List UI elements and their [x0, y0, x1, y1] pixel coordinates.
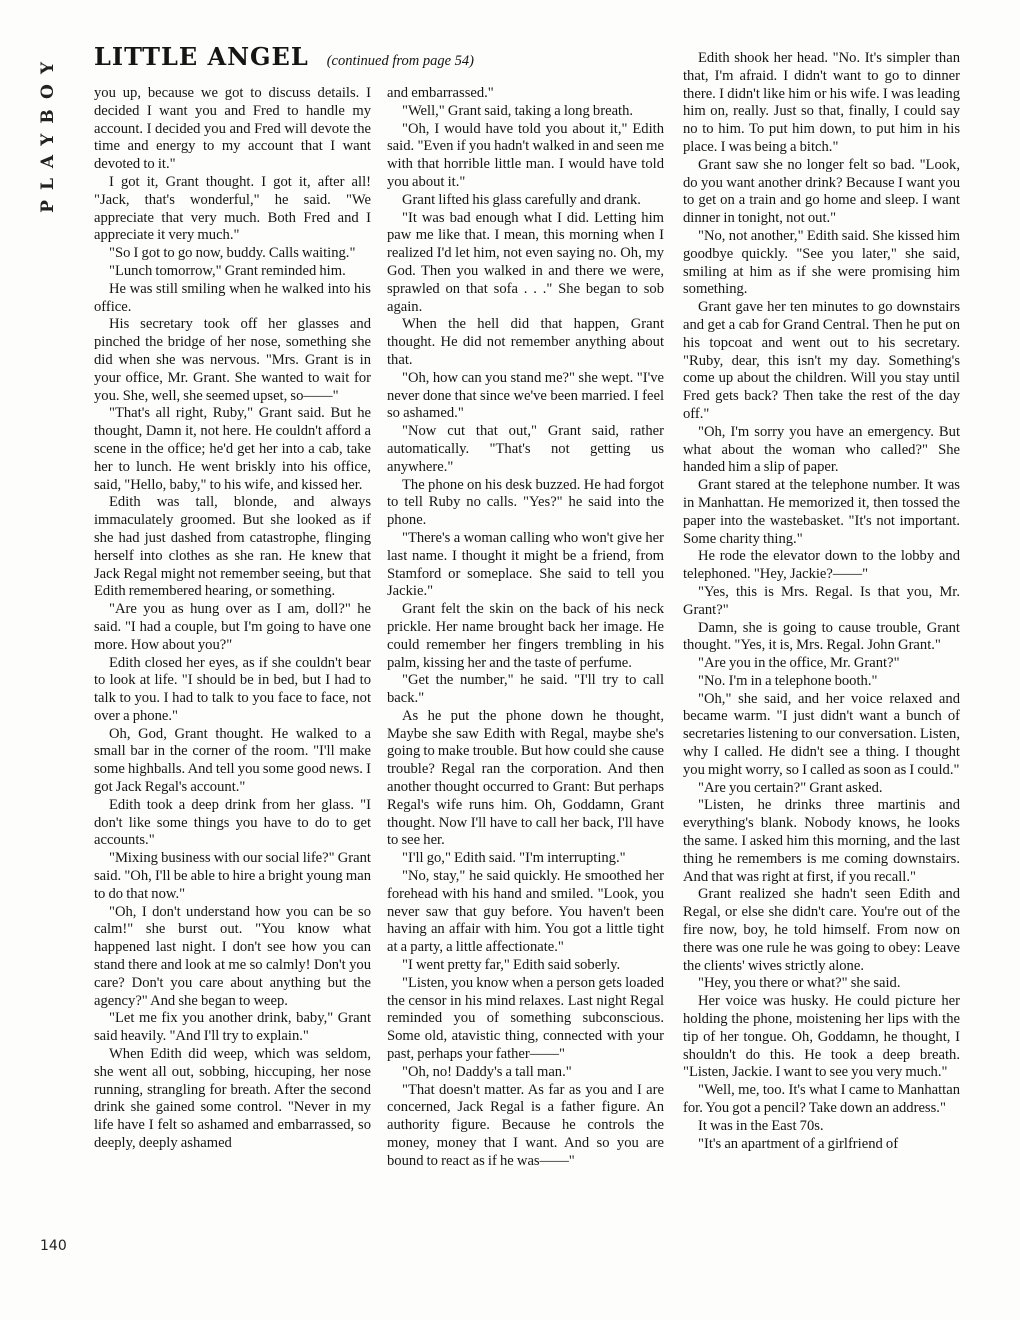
text-column-1: [94, 85, 371, 1153]
paragraph: He rode the elevator down to the lobby and telephoned. "Hey, Jackie?——": [683, 548, 960, 583]
paragraph: "No. I'm in a telephone booth.": [698, 672, 878, 689]
paragraph: "I'll go," Edith said. "I'm interrupting.": [402, 850, 626, 867]
paragraph: Oh, God, Grant thought. He walked to a small bar in the corner of the room. "I'll make some highballs. And tell you some good news. I got Jack Regal's account.": [94, 725, 371, 796]
paragraph: "So I got to go now, buddy. Calls waiting.": [109, 245, 356, 262]
paragraph: "It was bad enough what I did. Letting him paw me like that. I mean, this morning when I realized I'd let him, not even saying no. Oh, my God. Then you walked in and there we were, sprawled on that sofa . . ." She began to sob again.: [387, 209, 664, 315]
paragraph: "Oh, I don't understand how you can be so calm!" she burst out. "You know what happened last night. I don't see how you can stand there and look at me so calmly! Don't you care? Don't you care about anything but the agency?" And she began to weep.: [94, 903, 371, 1009]
paragraph: "Oh, I would have told you about it," Edith said. "Even if you hadn't walked in and seen me with that horrible little man. I would have told you about it.": [387, 120, 664, 190]
paragraph: "That doesn't matter. As far as you and I are concerned, Jack Regal is a father figure. An authority figure. Because he controls the money, money that I want. And so you are bound to react as if he was——": [387, 1081, 664, 1169]
paragraph: "Hey, you there or what?" she said.: [698, 975, 901, 992]
paragraph: The phone on his desk buzzed. He had forgot to tell Ruby no calls. "Yes?" he said into the phone.: [387, 476, 664, 529]
paragraph: His secretary took off her glasses and pinched the bridge of her nose, something she did when she was nervous. "Mrs. Grant is in your office, Mr. Grant. She wanted to wait for you. She, well, she seemed upset, so——": [94, 316, 371, 404]
paragraph: "Get the number," he said. "I'll try to call back.": [387, 672, 664, 707]
paragraph: I got it, Grant thought. I got it, after all! "Jack, that's wonderful," he said. "We appreciate that very much. Both Fred and I appreciate it very much.": [94, 173, 371, 244]
paragraph: "Well, me, too. It's what I came to Manhattan for. You got a pencil? Take down an address.": [683, 1082, 960, 1117]
paragraph: "Oh," she said, and her voice relaxed and became warm. "I just didn't want a bunch of secretaries listening to our conversation. Listen, why I called. He didn't see a thing. I thought you might worry, so I called as soon as I could.": [683, 690, 960, 778]
paragraph: "That's all right, Ruby," Grant said. But he thought, Damn it, not here. He couldn't afford a scene in the office; he'd get her into a cab, take her to lunch. He went briskly into his office, said, "Hello, baby," to his wife, and kissed her.: [94, 405, 371, 493]
paragraph: Grant stared at the telephone number. It was in Manhattan. He memorized it, then tossed the paper into the wastebasket. "It's not important. Some charity thing.": [683, 477, 960, 547]
paragraph: and embarrassed.": [387, 85, 494, 101]
paragraph: It was in the East 70s.: [698, 1117, 824, 1134]
paragraph: When the hell did that happen, Grant thought. He did not remember anything about that.: [387, 316, 664, 368]
paragraph: Damn, she is going to cause trouble, Grant thought. "Yes, it is, Mrs. Regal. John Grant.": [683, 619, 960, 654]
paragraph: Her voice was husky. He could picture her holding the phone, moistening her lips with the tip of her tongue. Oh, Goddamn, he thought, I shouldn't do this. He took a deep breath. "Listen, Jackie. I want to see you very much.": [683, 993, 960, 1081]
article-title: LITTLE ANGEL: [94, 42, 309, 71]
paragraph: you up, because we got to discuss details. I decided I want you and Fred to handle my account. I decided you and Fred will devote the time and energy to my account that I want devoted to it.": [94, 85, 371, 173]
paragraph: "Oh, no! Daddy's a tall man.": [402, 1063, 572, 1080]
text-column-3: [683, 50, 960, 1153]
paragraph: "Let me fix you another drink, baby," Grant said heavily. "And I'll try to explain.": [94, 1010, 371, 1045]
paragraph: Edith took a deep drink from her glass. "I don't like some things you have to do to get accounts.": [94, 796, 371, 849]
paragraph: "Are you certain?" Grant asked.: [698, 779, 883, 796]
paragraph: "No, not another," Edith said. She kissed him goodbye quickly. "See you later," she said, smiling at him as if she were promising him something.: [683, 227, 960, 298]
paragraph: He was still smiling when he walked into his office.: [94, 280, 371, 315]
paragraph: "Mixing business with our social life?" Grant said. "Oh, I'll be able to hire a bright young man to do that now.": [94, 850, 371, 902]
paragraph: Grant gave her ten minutes to go downstairs and get a cab for Grand Central. Then he put on his topcoat and went out to his secretary. "Ruby, dear, this isn't my day. Something's come up about the children. Will you stay until Fred gets back? Then take the rest of the day off.": [683, 299, 960, 422]
paragraph: "Yes, this is Mrs. Regal. Is that you, Mr. Grant?": [683, 583, 960, 618]
magazine-name: PLAYBOY: [38, 52, 58, 213]
paragraph: When Edith did weep, which was seldom, she went all out, sobbing, hiccuping, her nose running, strangling for breath. After the second drink she gained some control. "Never in my life have I felt so ashamed and embarrassed, so deeply, deeply ashamed: [94, 1046, 371, 1152]
paragraph: Grant lifted his glass carefully and drank.: [402, 191, 641, 208]
paragraph: Edith shook her head. "No. It's simpler than that, I'm afraid. I didn't want to go to dinner there. I didn't like him or his wife. I was leading him on, really. Just so that, finally, I could say no to him. To put him down, to put him in his place. I was being a bitch.": [683, 50, 960, 155]
paragraph: "Are you as hung over as I am, doll?" he said. "I had a couple, but I'm going to have one more. How about you?": [94, 601, 371, 653]
paragraph: "I went pretty far," Edith said soberly.: [402, 957, 621, 974]
paragraph: Edith was tall, blonde, and always immaculately groomed. But she looked as if she had just dashed from catastrophe, flinging herself into clothes as she ran. He knew that Jack Regal might not remember seeing, but that Edith remembered hearing, or something.: [94, 494, 371, 600]
paragraph: "Are you in the office, Mr. Grant?": [698, 655, 900, 672]
page-number: 140: [40, 1238, 67, 1254]
paragraph: "Oh, how can you stand me?" she wept. "I've never done that since we've been married. I feel so ashamed.": [387, 369, 664, 422]
paragraph: Edith closed her eyes, as if she couldn't bear to look at life. "I should be in bed, but I had to talk to you. I had to talk to you face to face, not over a phone.": [94, 654, 371, 724]
paragraph: Grant felt the skin on the back of his neck prickle. Her name brought back her image. He could remember her fingers trembling in his palm, kissing her and the taste of perfume.: [387, 601, 664, 671]
paragraph: "Listen, you know when a person gets loaded the censor in his mind relaxes. Last night Regal reminded you of something subconscious. Some old, atavistic thing, connected with your past, perhaps your father——": [387, 974, 664, 1063]
paragraph: "Oh, I'm sorry you have an emergency. But what about the woman who called?" She handed him a slip of paper.: [683, 423, 960, 476]
article-header: [94, 42, 654, 71]
paragraph: "Now cut that out," Grant said, rather automatically. "That's not getting us anywhere.": [387, 423, 664, 475]
text-column-2: [387, 85, 664, 1171]
paragraph: "Well," Grant said, taking a long breath.: [402, 102, 634, 119]
continued-note: (continued from page 54): [326, 53, 474, 69]
paragraph: "Listen, he drinks three martinis and everything's blank. Nobody knows, he looks the same. I asked him this morning, and the last thing he remembers is me coming downstairs. And that was right at first, if you recall.": [683, 797, 960, 885]
paragraph: "No, stay," he said quickly. He smoothed her forehead with his hand and smiled. "Look, you never saw that guy before. You haven't been having an affair with him. You got a little tight at a party, a little affectionate.": [387, 868, 664, 956]
paragraph: Grant saw she no longer felt so bad. "Look, do you want another drink? Because I want you to get on a train and go home and sleep. I want dinner in tonight, not out.": [683, 156, 960, 227]
paragraph: Grant realized she hadn't seen Edith and Regal, or else she didn't care. You're out of the fire now, boy, he told himself. From now on there was one rule he was going to obey: Leave the clients' wives strictly alone.: [683, 886, 960, 974]
paragraph: "There's a woman calling who won't give her last name. I thought it might be a friend, from Stamford or someplace. She said to tell you Jackie.": [387, 529, 664, 600]
paragraph: As he put the phone down he thought, Maybe she saw Edith with Regal, maybe she's going to make trouble. But how could she cause trouble? Regal ran the corporation. And then another thought occurred to Grant: But perhaps Regal's wife runs him. Oh, Goddamn, Grant thought. Now I'll have to call her back, I'll have to see her.: [387, 707, 664, 849]
paragraph: "It's an apartment of a girlfriend of: [698, 1135, 899, 1152]
paragraph: "Lunch tomorrow," Grant reminded him.: [109, 262, 346, 279]
